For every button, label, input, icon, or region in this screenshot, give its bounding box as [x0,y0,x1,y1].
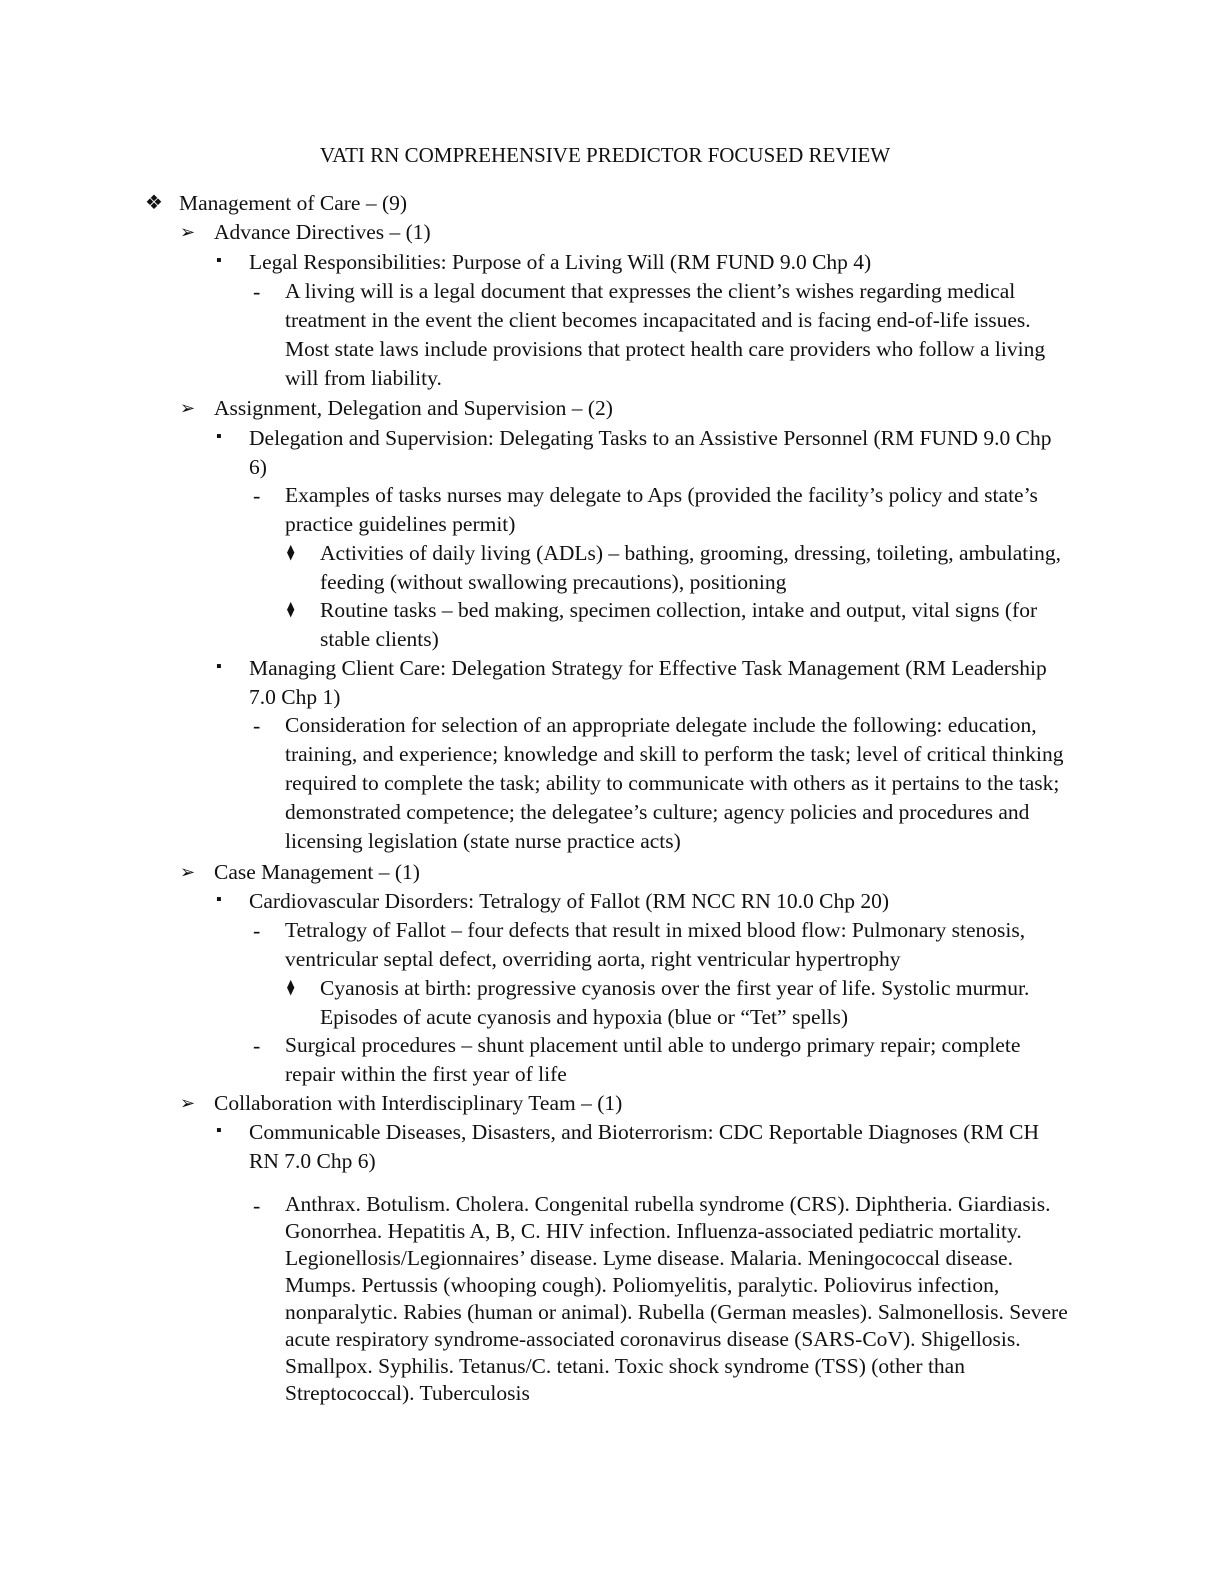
square-bullet-icon: ▪ [216,252,222,269]
arrowhead-icon: ➢ [180,222,196,242]
outline-point [287,974,1075,1032]
diamond-bullet-icon: ⧫ [287,980,295,996]
outline-detail [253,277,1075,393]
outline-topic [180,218,1074,247]
point-text: Cyanosis at birth: progressive cyanosis over the first year of life. Systolic murmur. Episodes of acute cyanosis and hypoxia (blue or “Tet” spells) [320,976,1030,1029]
square-bullet-icon: ▪ [216,428,222,445]
arrowhead-icon: ➢ [180,398,196,418]
detail-text: Anthrax. Botulism. Cholera. Congenital rubella syndrome (CRS). Diphtheria. Giardiasis. Gonorrhea. Hepatitis A, B, C. HIV infection. Influenza-associated pediatric mortality. Legionellosis/Legionnaires’ disease. Lyme disease. Malaria. Meningococcal disease. Mumps. Pertussis (whooping cough). Poliomyelitis, paralytic. Poliovirus infection, nonparalytic. Rabies (human or animal). Rubella (German measles). Salmonellosis. Severe acute respiratory syndrome-associated coronavirus disease (SARS-CoV). Shigellosis. Smallpox. Syphilis. Tetanus/C. tetani. Toxic shock syndrome (TSS) (other than Streptococcal). Tuberculosis [285,1192,1068,1405]
dash-bullet-icon: - [253,1193,261,1218]
subtopic-text: Cardiovascular Disorders: Tetralogy of Fallot (RM NCC RN 10.0 Chp 20) [249,889,890,913]
topic-heading: Assignment, Delegation and Supervision – (2) [214,396,613,420]
arrowhead-icon: ➢ [180,1093,196,1113]
outline-detail [253,481,1075,539]
outline-section [145,189,1079,218]
detail-text: A living will is a legal document that expresses the client’s wishes regarding medical treatment in the event the client becomes incapacitated and is facing end-of-life issues. Most state laws include provisions that protect health care providers who follow a living will from liability. [285,279,1046,390]
outline-subtopic [216,1118,1074,1176]
outline-detail [253,711,1075,856]
outline-topic [180,1089,1074,1118]
detail-text: Tetralogy of Fallot – four defects that result in mixed blood flow: Pulmonary stenosis, ventricular septal defect, overriding aorta, right ventricular hypertrophy [285,918,1026,971]
dash-bullet-icon: - [253,279,261,304]
subtopic-text: Managing Client Care: Delegation Strategy for Effective Task Management (RM Leadership 7.0 Chp 1) [249,656,1047,709]
outline-detail [253,1191,1075,1407]
outline-subtopic [216,424,1074,482]
outline-detail [253,916,1075,974]
detail-text: Surgical procedures – shunt placement until able to undergo primary repair; complete repair within the first year of life [285,1033,1021,1086]
outline-topic [180,858,1074,887]
dash-bullet-icon: - [253,483,261,508]
dash-bullet-icon: - [253,918,261,943]
subtopic-text: Legal Responsibilities: Purpose of a Living Will (RM FUND 9.0 Chp 4) [249,250,872,274]
dash-bullet-icon: - [253,713,261,738]
outline-subtopic [216,887,1074,916]
detail-text: Examples of tasks nurses may delegate to Aps (provided the facility’s policy and state’s practice guidelines permit) [285,483,1038,536]
point-text: Routine tasks – bed making, specimen collection, intake and output, vital signs (for stable clients) [320,598,1038,651]
dash-bullet-icon: - [253,1033,261,1058]
square-bullet-icon: ▪ [216,658,222,675]
arrowhead-icon: ➢ [180,862,196,882]
detail-text: Consideration for selection of an appropriate delegate include the following: education, training, and experience; knowledge and skill to perform the task; level of critical thinking required to complete the task; ability to communicate with others as it pertains to the task; demonstrated competence; the delegatee’s culture; agency policies and procedures and licensing legislation (state nurse practice acts) [285,713,1064,853]
subtopic-text: Delegation and Supervision: Delegating Tasks to an Assistive Personnel (RM FUND 9.0 Chp 6) [249,426,1052,479]
topic-heading: Collaboration with Interdisciplinary Team – (1) [214,1091,623,1115]
diamond-bullet-icon: ⧫ [287,545,295,561]
subtopic-text: Communicable Diseases, Disasters, and Bioterrorism: CDC Reportable Diagnoses (RM CH RN 7.0 Chp 6) [249,1120,1040,1173]
outline-point [287,539,1075,597]
square-bullet-icon: ▪ [216,891,222,908]
topic-heading: Case Management – (1) [214,860,420,884]
page-title: VATI RN COMPREHENSIVE PREDICTOR FOCUSED REVIEW [319,143,891,167]
outline-subtopic [216,248,1074,277]
section-heading: Management of Care – (9) [179,191,408,215]
outline-detail [253,1031,1075,1089]
diamond-bullet-icon: ⧫ [287,602,295,618]
outline-subtopic [216,654,1074,712]
square-bullet-icon: ▪ [216,1122,222,1139]
outline-point [287,596,1075,654]
topic-heading: Advance Directives – (1) [214,220,431,244]
outline-topic [180,394,1074,423]
point-text: Activities of daily living (ADLs) – bathing, grooming, dressing, toileting, ambulating, feeding (without swallowing precautions), positioning [320,541,1062,594]
diamond-cluster-icon: ❖ [145,192,163,214]
